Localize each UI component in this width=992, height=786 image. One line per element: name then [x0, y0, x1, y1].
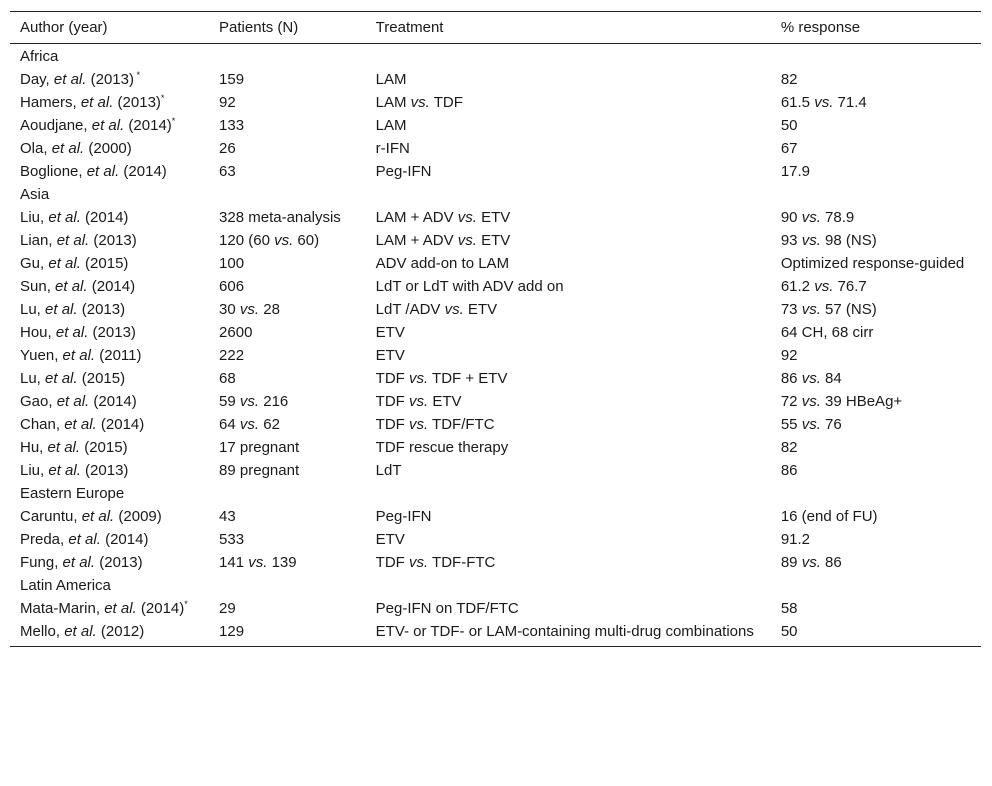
patients-cell: 26 [219, 140, 236, 157]
response-cell: 55 vs. 76 [780, 416, 842, 433]
author-cell [10, 274, 209, 297]
et-al: et al. [47, 439, 81, 456]
et-al: et al. [51, 140, 85, 157]
vs-label: vs. [801, 393, 821, 410]
response-cell: 82 [780, 439, 798, 456]
et-al: et al. [55, 324, 89, 341]
treatment-cell: LdT [375, 462, 402, 479]
author-year: (2013) [113, 94, 161, 111]
author-name: Hu, [20, 439, 48, 456]
author-year: (2015) [80, 255, 129, 272]
author-year: (2011) [95, 347, 142, 364]
vs-label: vs. [801, 232, 821, 249]
et-al: et al. [64, 623, 97, 640]
et-al: et al. [56, 393, 90, 410]
treatment-cell: ETV- or TDF- or LAM-containing multi-drug combinations [375, 623, 754, 640]
table-row [10, 619, 981, 647]
author-note-marker: * [171, 116, 176, 126]
author-cell [10, 458, 209, 481]
author-year: (2009) [114, 508, 162, 525]
table-row [10, 435, 981, 458]
vs-label: vs. [408, 370, 429, 387]
author-year: (2013) [95, 554, 143, 571]
treatment-cell: LAM + ADV vs. ETV [375, 209, 511, 226]
response-cell: Optimized response-guided [780, 255, 965, 272]
author-cell [10, 297, 209, 320]
et-al: et al. [45, 301, 78, 318]
response-cell: 64 CH, 68 cirr [780, 324, 874, 341]
table-row [10, 228, 981, 251]
patients-cell: 129 [219, 623, 245, 640]
response-cell: 61.2 vs. 76.7 [780, 278, 867, 295]
author-name: Gu, [20, 255, 49, 272]
vs-label: vs. [239, 416, 260, 433]
author-cell [10, 527, 209, 550]
et-al: et al. [86, 163, 120, 180]
author-cell [10, 136, 209, 159]
author-name: Day, [20, 71, 54, 88]
treatment-cell: TDF vs. ETV [375, 393, 462, 410]
table-body [10, 44, 981, 647]
author-name: Fung, [20, 554, 63, 571]
response-cell: 58 [780, 600, 798, 617]
author-cell [10, 343, 209, 366]
et-al: et al. [45, 370, 78, 387]
author-year: (2014) [136, 600, 185, 617]
table-row [10, 297, 981, 320]
et-al: et al. [91, 117, 125, 134]
author-name: Lian, [20, 232, 57, 249]
author-name: Mello, [20, 623, 65, 640]
author-year: (2012) [96, 623, 145, 640]
patients-cell: 222 [219, 347, 245, 364]
author-year: (2015) [77, 370, 126, 387]
region-label: Latin America [20, 577, 111, 594]
author-name: Boglione, [20, 163, 87, 180]
patients-cell: 30 vs. 28 [219, 301, 280, 318]
vs-label: vs. [408, 416, 429, 433]
treatment-cell: ETV [375, 531, 405, 548]
vs-label: vs. [457, 209, 477, 226]
header-response: % response [771, 12, 981, 44]
patients-cell: 43 [219, 508, 236, 525]
header-row [10, 12, 981, 44]
author-name: Mata-Marin, [20, 600, 105, 617]
table-row [10, 596, 981, 619]
table-row [10, 159, 981, 182]
author-cell [10, 389, 209, 412]
et-al: et al. [81, 508, 115, 525]
patients-cell: 100 [219, 255, 245, 272]
treatment-cell: TDF vs. TDF + ETV [375, 370, 508, 387]
author-name: Lu, [20, 370, 46, 387]
patients-cell: 133 [219, 117, 245, 134]
author-year: (2000) [84, 140, 132, 157]
vs-label: vs. [801, 301, 821, 318]
treatment-cell: ETV [375, 324, 405, 341]
author-cell [10, 504, 209, 527]
author-year: (2014) [89, 393, 137, 410]
vs-label: vs. [410, 94, 430, 111]
author-cell [10, 596, 209, 619]
treatment-cell: ETV [375, 347, 405, 364]
author-year: (2013) [77, 301, 126, 318]
response-cell: 86 [780, 462, 798, 479]
vs-label: vs. [248, 554, 268, 571]
table-row [10, 274, 981, 297]
patients-cell: 606 [219, 278, 245, 295]
vs-label: vs. [408, 554, 429, 571]
table-row [10, 251, 981, 274]
patients-cell: 64 vs. 62 [219, 416, 280, 433]
treatment-cell: Peg-IFN on TDF/FTC [375, 600, 519, 617]
response-cell: 50 [780, 117, 798, 134]
response-cell: 89 vs. 86 [780, 554, 842, 571]
author-year: (2014) [87, 278, 136, 295]
patients-cell: 533 [219, 531, 245, 548]
header-treatment: Treatment [366, 12, 771, 44]
table-row [10, 90, 981, 113]
table-row [10, 320, 981, 343]
author-name: Preda, [20, 531, 69, 548]
table-row [10, 366, 981, 389]
et-al: et al. [48, 209, 81, 226]
author-name: Ola, [20, 140, 52, 157]
patients-cell: 17 pregnant [219, 439, 300, 456]
header-patients: Patients (N) [209, 12, 366, 44]
response-cell: 67 [780, 140, 798, 157]
author-cell [10, 205, 209, 228]
response-cell: 90 vs. 78.9 [780, 209, 855, 226]
et-al: et al. [56, 232, 90, 249]
response-cell: 50 [780, 623, 798, 640]
vs-label: vs. [814, 94, 834, 111]
response-cell: 73 vs. 57 (NS) [780, 301, 877, 318]
treatment-cell: TDF vs. TDF/FTC [375, 416, 495, 433]
treatment-cell: TDF vs. TDF-FTC [375, 554, 496, 571]
patients-cell: 328 meta-analysis [219, 209, 341, 226]
treatment-cell: LAM vs. TDF [375, 94, 463, 111]
author-year: (2013) [80, 462, 129, 479]
author-year: (2014) [80, 209, 129, 226]
table-row [10, 113, 981, 136]
author-note-marker: * [133, 70, 140, 80]
patients-cell: 59 vs. 216 [219, 393, 289, 410]
region-label: Eastern Europe [20, 485, 125, 502]
response-cell: 72 vs. 39 HBeAg+ [780, 393, 903, 410]
author-cell [10, 251, 209, 274]
author-cell [10, 90, 209, 113]
author-name: Hou, [20, 324, 56, 341]
treatment-cell: LdT /ADV vs. ETV [375, 301, 498, 318]
response-cell: 86 vs. 84 [780, 370, 842, 387]
patients-cell: 141 vs. 139 [219, 554, 297, 571]
patients-cell: 120 (60 vs. 60) [219, 232, 320, 249]
response-cell: 92 [780, 347, 798, 364]
et-al: et al. [80, 94, 114, 111]
vs-label: vs. [274, 232, 294, 249]
vs-label: vs. [457, 232, 477, 249]
et-al: et al. [48, 462, 81, 479]
vs-label: vs. [801, 554, 821, 571]
author-year: (2014) [124, 117, 172, 134]
vs-label: vs. [814, 278, 834, 295]
et-al: et al. [62, 347, 96, 364]
table-row [10, 527, 981, 550]
et-al: et al. [48, 255, 81, 272]
table-row [10, 550, 981, 573]
author-name: Liu, [20, 462, 49, 479]
table-row [10, 458, 981, 481]
vs-label: vs. [239, 301, 260, 318]
patients-cell: 159 [219, 71, 245, 88]
et-al: et al. [104, 600, 137, 617]
author-cell [10, 67, 209, 90]
study-table [10, 11, 981, 647]
vs-label: vs. [408, 393, 429, 410]
author-cell [10, 159, 209, 182]
response-cell: 17.9 [780, 163, 811, 180]
treatment-cell: LAM [375, 117, 407, 134]
region-row [10, 44, 981, 68]
author-year: (2014) [119, 163, 167, 180]
author-cell [10, 412, 209, 435]
et-al: et al. [55, 278, 88, 295]
author-year: (2014) [100, 531, 149, 548]
region-row [10, 573, 981, 596]
author-cell [10, 366, 209, 389]
region-row [10, 481, 981, 504]
vs-label: vs. [444, 301, 464, 318]
et-al: et al. [64, 416, 97, 433]
author-name: Yuen, [20, 347, 63, 364]
author-note-marker: * [160, 93, 165, 103]
et-al: et al. [62, 554, 96, 571]
author-name: Caruntu, [20, 508, 82, 525]
et-al: et al. [68, 531, 101, 548]
vs-label: vs. [239, 393, 260, 410]
author-name: Chan, [20, 416, 65, 433]
table-row [10, 67, 981, 90]
treatment-cell: ADV add-on to LAM [375, 255, 510, 272]
treatment-cell: LdT or LdT with ADV add on [375, 278, 564, 295]
vs-label: vs. [801, 209, 821, 226]
patients-cell: 89 pregnant [219, 462, 300, 479]
treatment-cell: r-IFN [375, 140, 410, 157]
author-name: Gao, [20, 393, 57, 410]
vs-label: vs. [801, 370, 821, 387]
response-cell: 91.2 [780, 531, 811, 548]
response-cell: 82 [780, 71, 798, 88]
author-year: (2013) [86, 71, 134, 88]
response-cell: 61.5 vs. 71.4 [780, 94, 867, 111]
response-cell: 16 (end of FU) [780, 508, 878, 525]
author-cell [10, 435, 209, 458]
author-name: Liu, [20, 209, 49, 226]
table-row [10, 136, 981, 159]
treatment-cell: LAM + ADV vs. ETV [375, 232, 511, 249]
table-row [10, 205, 981, 228]
et-al: et al. [53, 71, 87, 88]
author-cell [10, 619, 209, 647]
table-row [10, 412, 981, 435]
region-row [10, 182, 981, 205]
author-year: (2013) [88, 324, 136, 341]
author-year: (2014) [96, 416, 145, 433]
patients-cell: 92 [219, 94, 236, 111]
treatment-cell: LAM [375, 71, 407, 88]
region-label: Africa [20, 48, 59, 65]
author-cell [10, 550, 209, 573]
table-row [10, 504, 981, 527]
table-row [10, 343, 981, 366]
treatment-cell: Peg-IFN [375, 163, 432, 180]
response-cell: 93 vs. 98 (NS) [780, 232, 877, 249]
author-year: (2015) [80, 439, 128, 456]
author-name: Aoudjane, [20, 117, 92, 134]
patients-cell: 68 [219, 370, 236, 387]
author-name: Lu, [20, 301, 46, 318]
treatment-cell: TDF rescue therapy [375, 439, 509, 456]
author-cell [10, 113, 209, 136]
patients-cell: 63 [219, 163, 236, 180]
author-cell [10, 320, 209, 343]
author-year: (2013) [89, 232, 137, 249]
treatment-cell: Peg-IFN [375, 508, 432, 525]
author-note-marker: * [184, 599, 188, 609]
author-name: Hamers, [20, 94, 81, 111]
table-row [10, 389, 981, 412]
vs-label: vs. [801, 416, 821, 433]
author-name: Sun, [20, 278, 56, 295]
header-author: Author (year) [10, 12, 209, 44]
author-cell [10, 228, 209, 251]
region-label: Asia [20, 186, 50, 203]
patients-cell: 2600 [219, 324, 253, 341]
patients-cell: 29 [219, 600, 236, 617]
